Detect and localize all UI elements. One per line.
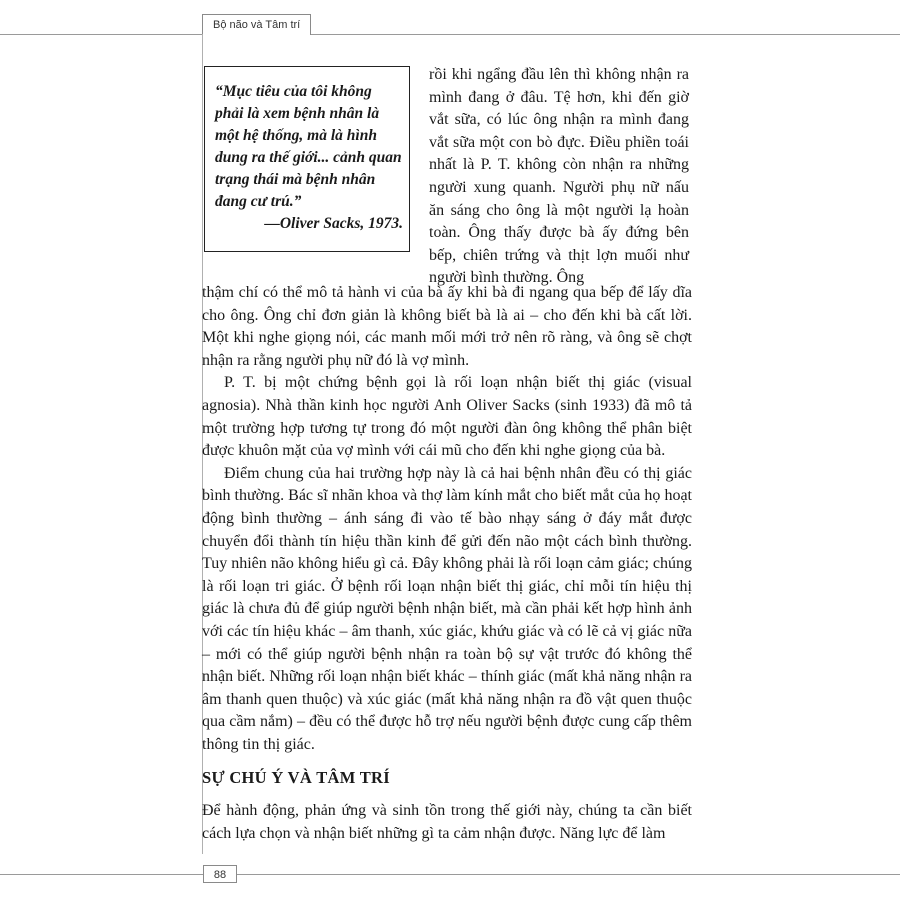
header-rule — [0, 34, 900, 35]
footer-rule — [0, 874, 900, 875]
page-number: 88 — [203, 865, 237, 883]
paragraph-1-continued: thậm chí có thể mô tả hành vi của bà ấy khi bà đi ngang qua bếp để lấy dĩa cho ông. Ông chỉ đơn giản là không biết bà là ai – cho đến khi bà cất lời. Một khi nghe giọng nói, các manh mối mới trở nên rõ ràng, và ông sẽ chợt nhận ra rằng người phụ nữ đó là vợ mình. — [202, 284, 692, 369]
right-column-text — [429, 64, 689, 290]
quote-attribution: —Oliver Sacks, 1973. — [264, 215, 403, 232]
running-header: Bộ não và Tâm trí — [202, 14, 311, 35]
paragraph-1-start: rồi khi ngẩng đầu lên thì không nhận ra mình đang ở đâu. Tệ hơn, khi đến giờ vắt sữa, có lúc ông nhận ra mình đang vắt sữa một con bò đực. Điều phiền toái nhất là P. T. không còn nhận ra những người xung quanh. Người phụ nữ nấu ăn sáng cho ông là một người lạ hoàn toàn. Ông thấy được bà ấy đứng bên bếp, chiên trứng và thịt lợn muối như người bình thường. Ông — [429, 66, 689, 287]
paragraph-3: Điểm chung của hai trường hợp này là cả hai bệnh nhân đều có thị giác bình thường. Bác sĩ nhãn khoa và thợ làm kính mắt cho biết mắt của họ hoạt động bình thường – ánh sáng đi vào tế bào nhạy sáng ở đáy mắt được chuyển đổi thành tín hiệu thần kinh để gửi đến não một cách bình thường. Tuy nhiên não không hiểu gì cả. Đây không phải là rối loạn cảm giác; chúng là rối loạn tri giác. Ở bệnh rối loạn nhận biết thị giác, chỉ mỗi tín hiệu thị giác là chưa đủ để giúp người bệnh nhận biết, mà cần phải kết hợp hình ảnh với các tín hiệu khác – âm thanh, xúc giác, khứu giác và có lẽ cả vị giác nữa – mới có thể giúp người bệnh nhận ra toàn bộ sự vật trước đó không thể nhận biết. Những rối loạn nhận biết khác – thính giác (mất khả năng nhận ra âm thanh quen thuộc) và xúc giác (mất khả năng nhận ra đồ vật quen thuộc qua cầm nắm) – đều có thể được hỗ trợ nếu người bệnh được cung cấp thêm thông tin thị giác. — [202, 464, 692, 753]
main-text — [202, 282, 692, 756]
paragraph-2: P. T. bị một chứng bệnh gọi là rối loạn nhận biết thị giác (visual agnosia). Nhà thần kinh học người Anh Oliver Sacks (sinh 1933) đã mô tả một trường hợp tương tự trong đó một người đàn ông không thể phân biệt được khuôn mặt của vợ mình với cái mũ cho đến khi nghe giọng của bà. — [202, 374, 692, 460]
pull-quote — [204, 66, 410, 252]
section-heading: SỰ CHÚ Ý VÀ TÂM TRÍ — [202, 768, 390, 787]
quote-text: “Mục tiêu của tôi không phải là xem bệnh nhân là một hệ thống, mà là hình dung ra thế giới... cảnh quan trạng thái mà bệnh nhân đang cư trú.” — [215, 83, 402, 210]
paragraph-4: Để hành động, phản ứng và sinh tồn trong thế giới này, chúng ta cần biết cách lựa chọn và nhận biết những gì ta cảm nhận được. Năng lực để làm — [202, 802, 692, 842]
